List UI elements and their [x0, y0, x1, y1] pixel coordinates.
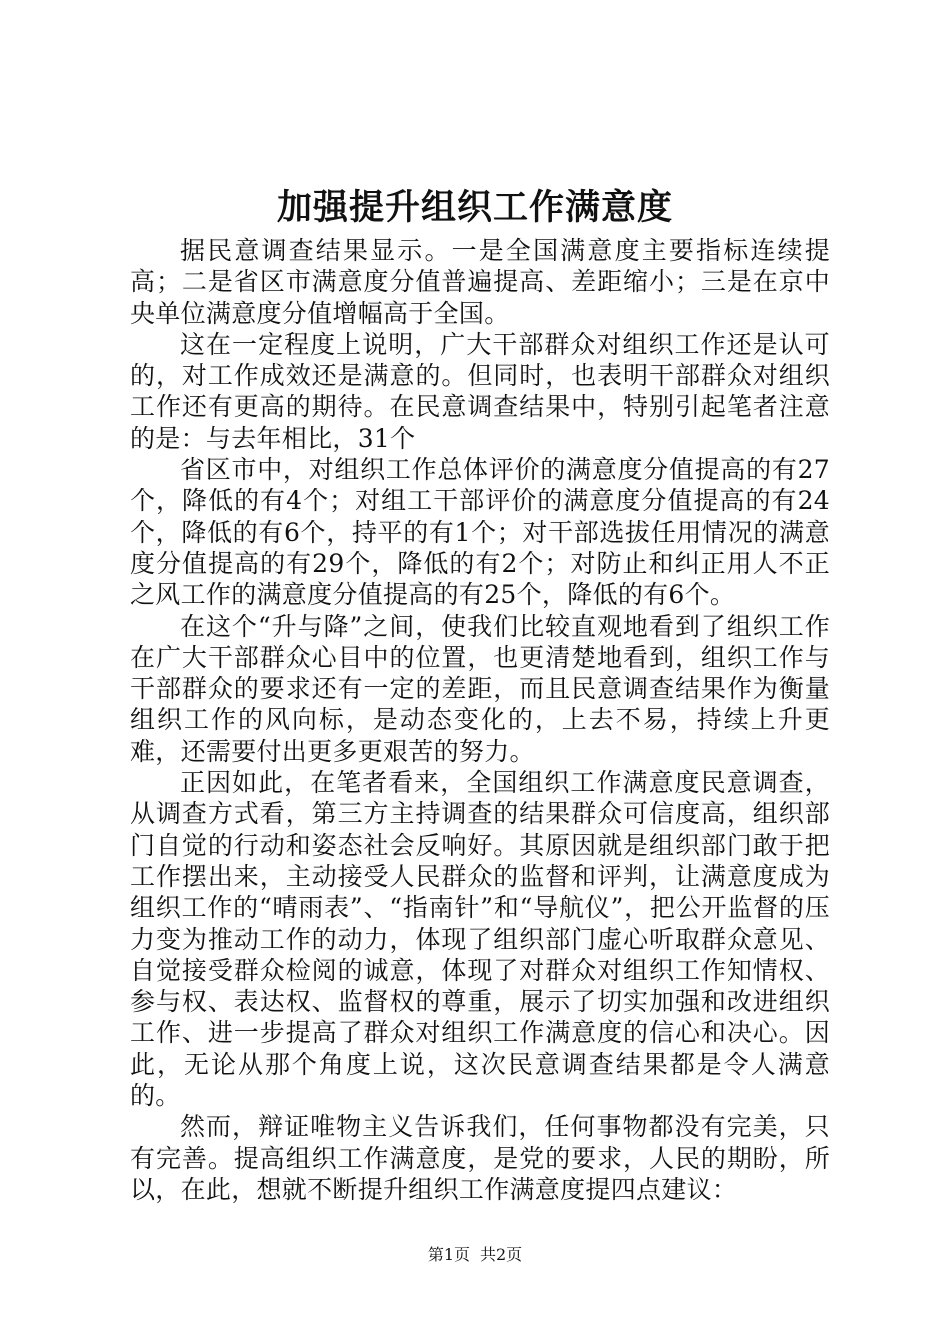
paragraph-3: 省区市中，对组织工作总体评价的满意度分值提高的有27个，降低的有4个；对组工干部评价的满意度分值提高的有24个，降低的有6个，持平的有1个；对干部选拔任用情况的满意度分值提高的有29个，降低的有2个；对防止和纠正用人不正之风工作的满意度分值提高的有25个，降低的有6个。: [130, 455, 830, 610]
paragraph-4: 在这个“升与降”之间，使我们比较直观地看到了组织工作在广大干部群众心目中的位置，也更清楚地看到，组织工作与干部群众的要求还有一定的差距，而且民意调查结果作为衡量组织工作的风向标，是动态变化的，上去不易，持续上升更难，还需要付出更多更艰苦的努力。: [130, 611, 830, 766]
document-title: 加强提升组织工作满意度: [276, 187, 673, 228]
document-body: [130, 235, 830, 1205]
paragraph-6: 然而，辩证唯物主义告诉我们，任何事物都没有完美，只有完善。提高组织工作满意度，是党的要求，人民的期盼，所以，在此，想就不断提升组织工作满意度提四点建议：: [130, 1112, 830, 1204]
paragraph-5: 正因如此，在笔者看来，全国组织工作满意度民意调查，从调查方式看，第三方主持调查的结果群众可信度高，组织部门自觉的行动和姿态社会反响好。其原因就是组织部门敢于把工作摆出来，主动接受人民群众的监督和评判，让满意度成为组织工作的“晴雨表”、“指南针”和“导航仪”，把公开监督的压力变为推动工作的动力，体现了组织部门虚心听取群众意见、自觉接受群众检阅的诚意，体现了对群众对组织工作知情权、参与权、表达权、监督权的尊重，展示了切实加强和改进组织工作、进一步提高了群众对组织工作满意度的信心和决心。因此，无论从那个角度上说，这次民意调查结果都是令人满意的。: [130, 768, 830, 1111]
page-footer: [0, 1243, 950, 1267]
paragraph-1: 据民意调查结果显示。一是全国满意度主要指标连续提高；二是省区市满意度分值普遍提高、差距缩小；三是在京中央单位满意度分值增幅高于全国。: [130, 236, 830, 328]
page-total: 共2页: [480, 1245, 523, 1264]
page-number: 第1页: [427, 1245, 470, 1264]
paragraph-2: 这在一定程度上说明，广大干部群众对组织工作还是认可的，对工作成效还是满意的。但同时，也表明干部群众对组织工作还有更高的期待。在民意调查结果中，特别引起笔者注意的是：与去年相比，31个: [130, 329, 830, 453]
